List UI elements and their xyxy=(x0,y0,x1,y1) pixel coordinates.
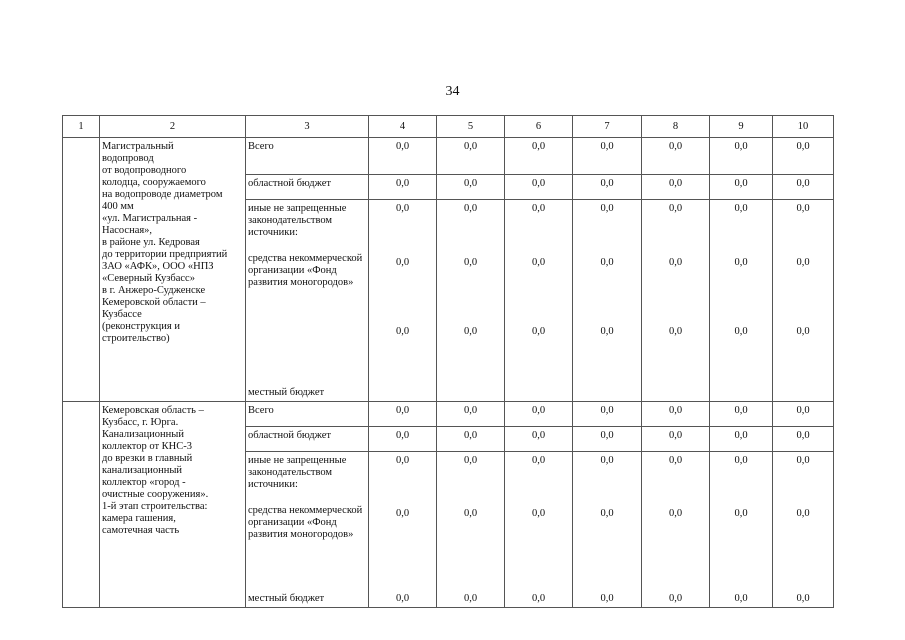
header-row xyxy=(63,116,834,138)
value-cell: 0,0 xyxy=(437,138,505,175)
value-group-cell xyxy=(437,200,505,402)
value: 0,0 xyxy=(796,593,810,604)
project-name-line: 1-й этап строительства: xyxy=(102,501,208,512)
project-name-line: Насосная», xyxy=(102,225,153,236)
project-row xyxy=(63,402,834,427)
value: 0,0 xyxy=(796,257,810,268)
project-name-line: коллектор «город - xyxy=(102,477,186,488)
value-cell: 0,0 xyxy=(369,175,437,200)
value-group xyxy=(369,455,436,607)
value: 0,0 xyxy=(395,455,410,466)
funding-source-label: местный бюджет xyxy=(248,387,325,398)
column-header: 2 xyxy=(100,116,246,138)
value-cell: 0,0 xyxy=(773,402,834,427)
value: 0,0 xyxy=(796,508,810,519)
value: 0,0 xyxy=(668,257,683,268)
value-group xyxy=(573,203,641,401)
funding-source-group-cell xyxy=(246,452,369,608)
value: 0,0 xyxy=(395,326,410,337)
value: 0,0 xyxy=(600,593,614,604)
value: 0,0 xyxy=(600,326,614,337)
project-name-line: на водопроводе диаметром xyxy=(102,189,223,200)
value-cell: 0,0 xyxy=(573,427,642,452)
value-group-cell xyxy=(369,452,437,608)
value-group-cell xyxy=(505,452,573,608)
funding-source-label: иные не запрещенные законодательством источники: xyxy=(248,455,347,490)
funding-source-label: средства некоммерческой организации «Фонд развития моногородов» xyxy=(248,253,363,288)
column-header: 6 xyxy=(505,116,573,138)
value-group-cell xyxy=(505,200,573,402)
value-cell: 0,0 xyxy=(773,175,834,200)
funding-source-group-cell xyxy=(246,200,369,402)
value: 0,0 xyxy=(734,593,748,604)
funding-source-cell: Всего xyxy=(246,138,369,175)
value: 0,0 xyxy=(463,257,478,268)
value-cell: 0,0 xyxy=(505,138,573,175)
project-name-line: самотечная часть xyxy=(102,525,180,536)
value-cell: 0,0 xyxy=(642,427,710,452)
funding-source-cell: областной бюджет xyxy=(246,175,369,200)
value: 0,0 xyxy=(734,508,748,519)
value-cell: 0,0 xyxy=(710,175,773,200)
value-group-cell xyxy=(710,452,773,608)
value-cell: 0,0 xyxy=(437,175,505,200)
value: 0,0 xyxy=(668,326,683,337)
value-group-cell xyxy=(573,200,642,402)
value: 0,0 xyxy=(668,593,683,604)
value: 0,0 xyxy=(600,257,614,268)
project-name-line: Магистральный xyxy=(102,141,174,152)
value: 0,0 xyxy=(463,593,478,604)
value-group xyxy=(505,203,572,401)
value: 0,0 xyxy=(531,203,546,214)
column-header: 3 xyxy=(246,116,369,138)
value-cell: 0,0 xyxy=(573,175,642,200)
project-name-line: 400 мм xyxy=(102,201,134,212)
project-name-line: строительство) xyxy=(102,333,170,344)
value-cell: 0,0 xyxy=(642,402,710,427)
column-header: 7 xyxy=(573,116,642,138)
value-group-cell xyxy=(369,200,437,402)
value: 0,0 xyxy=(463,326,478,337)
value-cell: 0,0 xyxy=(505,175,573,200)
project-name-line: очистные сооружения». xyxy=(102,489,209,500)
funding-source-label: местный бюджет xyxy=(248,593,325,604)
value-cell: 0,0 xyxy=(437,427,505,452)
value-group xyxy=(773,203,833,401)
column-header: 8 xyxy=(642,116,710,138)
value-group-cell xyxy=(773,452,834,608)
value-cell: 0,0 xyxy=(369,402,437,427)
value: 0,0 xyxy=(796,203,810,214)
value-cell: 0,0 xyxy=(642,175,710,200)
column-header: 1 xyxy=(63,116,100,138)
value-group xyxy=(710,203,772,401)
value-cell: 0,0 xyxy=(369,427,437,452)
value-group xyxy=(505,455,572,607)
value: 0,0 xyxy=(734,257,748,268)
value-group-cell xyxy=(573,452,642,608)
value: 0,0 xyxy=(668,455,683,466)
column-header: 10 xyxy=(773,116,834,138)
project-name-line: до врезки в главный xyxy=(102,453,193,464)
value: 0,0 xyxy=(531,326,546,337)
value: 0,0 xyxy=(531,508,546,519)
project-name-line: до территории предприятий xyxy=(102,249,228,260)
project-row xyxy=(63,138,834,175)
value: 0,0 xyxy=(668,508,683,519)
value: 0,0 xyxy=(395,257,410,268)
funding-source-label: иные не запрещенные законодательством источники: xyxy=(248,203,347,238)
value: 0,0 xyxy=(531,257,546,268)
project-name-line: водопровод xyxy=(102,153,154,164)
value-cell: 0,0 xyxy=(710,402,773,427)
value-group xyxy=(573,455,641,607)
value: 0,0 xyxy=(734,203,748,214)
value-group-cell xyxy=(437,452,505,608)
value-group-cell xyxy=(773,200,834,402)
value-group xyxy=(642,455,709,607)
value-cell: 0,0 xyxy=(505,427,573,452)
value-group xyxy=(437,455,504,607)
value-cell: 0,0 xyxy=(573,138,642,175)
financing-table xyxy=(62,115,834,608)
value: 0,0 xyxy=(734,326,748,337)
value-group xyxy=(642,203,709,401)
funding-source-group xyxy=(248,203,366,401)
project-name-cell xyxy=(100,138,246,402)
value-group-cell xyxy=(642,452,710,608)
value-group xyxy=(710,455,772,607)
value-cell: 0,0 xyxy=(710,138,773,175)
value-cell: 0,0 xyxy=(369,138,437,175)
project-name-line: Кемеровской области – xyxy=(102,297,206,308)
project-name-line: камера гашения, xyxy=(102,513,176,524)
value: 0,0 xyxy=(734,455,748,466)
project-name-line: канализационный xyxy=(102,465,183,476)
project-name-line: «Северный Кузбасс» xyxy=(102,273,195,284)
value-cell: 0,0 xyxy=(437,402,505,427)
value-cell: 0,0 xyxy=(773,427,834,452)
column-header: 4 xyxy=(369,116,437,138)
value-cell: 0,0 xyxy=(773,138,834,175)
value: 0,0 xyxy=(600,203,614,214)
value: 0,0 xyxy=(668,203,683,214)
value: 0,0 xyxy=(463,455,478,466)
project-name-line: Кемеровская область – xyxy=(102,405,204,416)
funding-source-cell: областной бюджет xyxy=(246,427,369,452)
value: 0,0 xyxy=(463,203,478,214)
value-cell: 0,0 xyxy=(573,402,642,427)
value-group-cell xyxy=(642,200,710,402)
funding-source-group xyxy=(248,455,366,607)
project-name-line: колодца, сооружаемого xyxy=(102,177,206,188)
column-header: 5 xyxy=(437,116,505,138)
project-name-line: в г. Анжеро-Судженске xyxy=(102,285,206,296)
project-name-cell xyxy=(100,402,246,608)
project-name-line: ЗАО «АФК», ООО «НПЗ xyxy=(102,261,214,272)
funding-source-cell: Всего xyxy=(246,402,369,427)
value: 0,0 xyxy=(395,593,410,604)
project-name-line: «ул. Магистральная - xyxy=(102,213,198,224)
row-number-cell xyxy=(63,138,100,402)
value: 0,0 xyxy=(796,455,810,466)
row-number-cell xyxy=(63,402,100,608)
value-group-cell xyxy=(710,200,773,402)
column-header: 9 xyxy=(710,116,773,138)
value: 0,0 xyxy=(531,455,546,466)
value-group xyxy=(369,203,436,401)
value: 0,0 xyxy=(796,326,810,337)
project-name-line: от водопроводного xyxy=(102,165,187,176)
value-cell: 0,0 xyxy=(642,138,710,175)
funding-source-label: средства некоммерческой организации «Фонд развития моногородов» xyxy=(248,505,363,540)
project-name-line: Канализационный xyxy=(102,429,184,440)
value: 0,0 xyxy=(395,508,410,519)
value-cell: 0,0 xyxy=(505,402,573,427)
value: 0,0 xyxy=(600,508,614,519)
project-name-line: Кузбасс, г. Юрга. xyxy=(102,417,179,428)
project-name-line: коллектор от КНС-3 xyxy=(102,441,193,452)
value: 0,0 xyxy=(395,203,410,214)
value: 0,0 xyxy=(600,455,614,466)
project-name-line: (реконструкция и xyxy=(102,321,180,332)
project-name-line: в районе ул. Кедровая xyxy=(102,237,200,248)
project-name-line: Кузбассе xyxy=(102,309,142,320)
page-number: 34 xyxy=(445,84,460,99)
value-group xyxy=(437,203,504,401)
value: 0,0 xyxy=(463,508,478,519)
value-group xyxy=(773,455,833,607)
value-cell: 0,0 xyxy=(710,427,773,452)
value: 0,0 xyxy=(531,593,546,604)
